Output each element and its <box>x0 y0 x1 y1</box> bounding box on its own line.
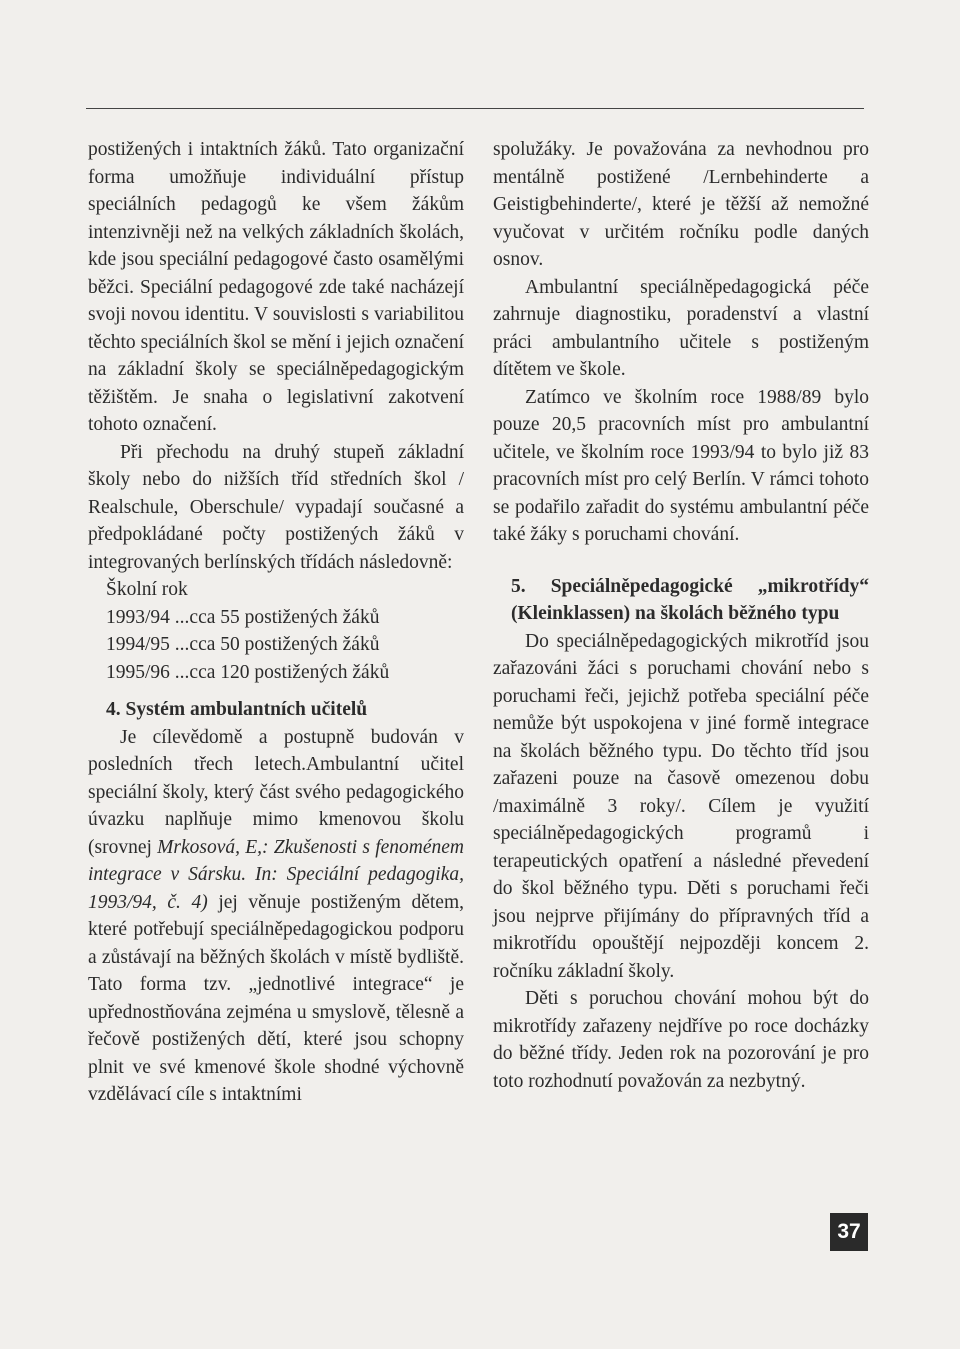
list-item: 1994/95 ...cca 50 postižených žáků <box>106 634 380 655</box>
paragraph-text: Je cílevědomě a postupně budován v posledních třech letech.Ambulantní učitel speciální školy, který část svého pedagogického úvazku naplňuje mimo kmenovou školu (srovnej <box>88 726 464 858</box>
paragraph: Při přechodu na druhý stupeň základní školy nebo do nižších tříd středních škol / Realschule, Oberschule/ vypadají současné a předpokládané počty postižených žáků v integrovaných berlínských třídách následovně: <box>88 441 464 573</box>
page-number: 37 <box>830 1213 868 1251</box>
header-rule <box>86 108 864 109</box>
paragraph: Do speciálněpedagogických mikrotříd jsou zařazováni žáci s poruchami chování nebo s poruchami řeči, jejichž potřeba speciální péče nemůže být uspokojena v jiné formě integrace na školách běžného typu. Do těchto tříd jsou zařazeni pouze na časově omezenou dobu /maximálně 3 roky/. Cílem je využití speciálněpedagogických programů i terapeutických opatření a následné převedení do škol běžného typu. Děti s poruchami řeči jsou nejprve přijímány do přípravných tříd a mikrotřídu opouštějí nejpozději koncem 2. ročníku základní školy. <box>493 630 869 982</box>
paragraph-text: jej věnuje postiženým dětem, které potřebují speciálněpedagogickou podporu a zůstávají na běžných školách v místě bydliště. Tato forma tzv. „jednotlivé integrace“ je upřednostňována zejména u smyslově, tělesně a řečově postižených dětí, které jsou schopny plnit ve své kmenové škole shodné výchovně vzdělávací cíle s intaktními <box>88 891 464 1105</box>
section-heading: 5. Speciálněpedagogické „mikrotřídy“ (Kleinklassen) na školách běžného typu <box>511 575 869 624</box>
citation: Mrkosová, E,: Zkušenosti s fenoménem integrace v Sársku. In: Speciální pedagogika, 1993/94, č. 4) <box>88 836 464 913</box>
list-heading: Školní rok <box>106 579 188 600</box>
list-item: 1995/96 ...cca 120 postižených žáků <box>106 661 390 683</box>
paragraph: spolužáky. Je považována za nevhodnou pro mentálně postižené /Lernbehinderte a Geistigbehinderte/, které je těžší až nemožné vyučovat v určitém ročníku podle daných osnov. <box>493 139 869 270</box>
paragraph: Děti s poruchou chování mohou být do mikrotřídy zařazeny nejdříve po roce docházky do běžné třídy. Jeden rok na pozorování je pro toto rozhodnutí považován za nezbytný. <box>493 988 869 1092</box>
section-heading: 4. Systém ambulantních učitelů <box>106 699 368 720</box>
paragraph <box>88 724 464 1109</box>
paragraph: Zatímco ve školním roce 1988/89 bylo pouze 20,5 pracovních míst pro ambulantní učitele, ve školním roce 1993/94 to bylo již 83 pracovních míst pro celý Berlín. V rámci tohoto se podařilo zařadit do systému ambulantní péče také žáky s poruchami chování. <box>493 386 869 545</box>
left-column <box>88 136 464 1109</box>
list-item: 1993/94 ...cca 55 postižených žáků <box>106 606 380 628</box>
right-column <box>493 136 869 1095</box>
paragraph: postižených i intaktních žáků. Tato organizační forma umožňuje individuální přístup speciálních pedagogů ke všem žákům intenzivněji než na velkých základních školách, kde jsou speciální pedagogové často osamělými běžci. Speciální pedagogové zde také nacházejí svoji novou identitu. V souvislosti s variabilitou těchto speciálních škol se mění i jejich označení na základní školy se speciálněpedagogickým těžištěm. Je snaha o legislativní zakotvení tohoto označení. <box>88 139 464 435</box>
paragraph: Ambulantní speciálněpedagogická péče zahrnuje diagnostiku, poradenství a vlastní práci ambulantního učitele s postiženým dítětem ve škole. <box>493 276 869 380</box>
